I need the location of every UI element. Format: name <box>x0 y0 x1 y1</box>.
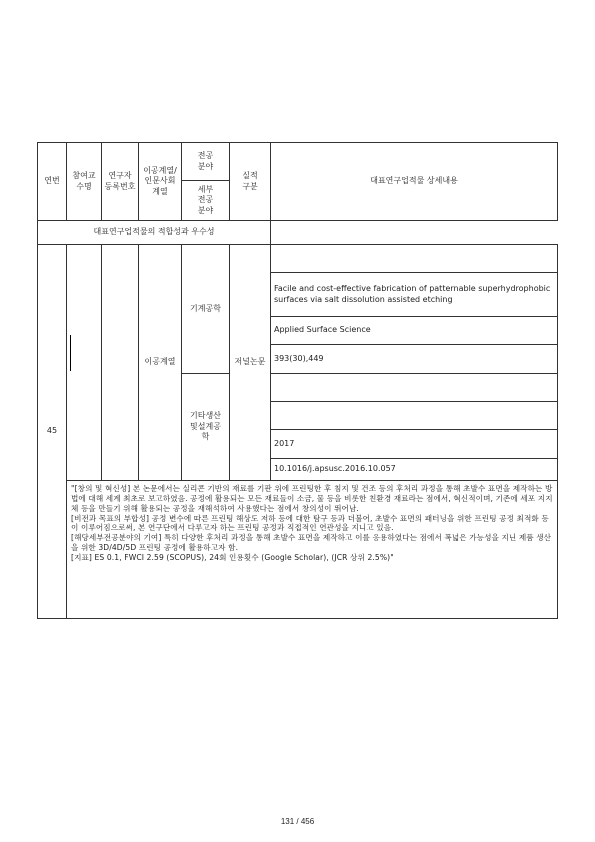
description-para-3: [해당세부전공분야의 기여] 특히 다양한 후처리 과정을 통해 초발수 표면을 제작하고 이를 응용하였다는 점에서 폭넓은 가능성을 지닌 제품 생산을 위한 3D/4D/5D 프린팅 공정에 활용하고자 함. <box>71 533 552 553</box>
detail-major-cell: 기타생산 및설계공 학 <box>182 374 230 481</box>
pub-year: 2017 <box>271 430 558 459</box>
detail-blank-2 <box>271 374 558 402</box>
paper-title: Facile and cost-effective fabrication of patternable superhydrophobic surfaces via salt dissolution assisted etching <box>271 273 558 317</box>
header-detail-major: 세부 전공 분야 <box>182 181 230 221</box>
detail-blank-3 <box>271 402 558 430</box>
header-researcher-id: 연구자 등록번호 <box>102 143 139 221</box>
redaction-mark <box>70 335 71 371</box>
research-table <box>37 142 558 619</box>
header-no: 연번 <box>38 143 67 221</box>
participant-cell <box>67 245 102 481</box>
description-para-4: [지표] ES 0.1, FWCI 2.59 (SCOPUS), 24회 인용횟수 (Google Scholar), (JCR 상위 2.5%)" <box>71 553 394 563</box>
header-major: 전공 분야 <box>182 143 230 181</box>
page-number: 131 / 456 <box>280 817 315 826</box>
type-cell: 저널논문 <box>230 245 271 481</box>
researcher-id-cell <box>102 245 139 481</box>
header-detail: 대표연구업적물 상세내용 <box>271 143 558 221</box>
description-para-2: [비전과 목표의 부합성] 공정 변수에 따른 프린팅 해상도 저하 등에 대한 탐구 등과 더불어, 초발수 표면의 패터닝을 위한 프린팅 공정 최적화 등이 이루어짐으로써, 본 연구단에서 다루고자 하는 프린팅 공정과 직접적인 연관성을 지니고 있음. <box>71 513 549 533</box>
subheader-label: 대표연구업적물의 적합성과 우수성 <box>38 221 271 245</box>
doi: 10.1016/j.apsusc.2016.10.057 <box>271 459 558 481</box>
description-para-1: "[창의 및 혁신성] 본 논문에서는 실리콘 기반의 재료를 기판 위에 프린팅한 후 침지 및 건조 등의 후처리 과정을 통해 초발수 표면을 제작하는 방법에 대해 세계 최초로 보고하였음. 공정에 활용되는 모든 재료들이 소금, 물 등을 비롯한 친환경 재료라는 점에서, 혁신적이며, 기존에 세포 지지체 등을 만들기 위해 활용되는 공정을 재해석하여 사용했다는 점에서 창의성이 뛰어남. <box>71 484 553 513</box>
field-cell: 이공계열 <box>139 245 182 481</box>
header-field: 이공계열/ 인문사회 계열 <box>139 143 182 221</box>
description-block <box>67 481 558 619</box>
major-cell: 기계공학 <box>182 245 230 374</box>
volume-pages: 393(30),449 <box>271 345 558 374</box>
entry-no: 45 <box>38 245 67 619</box>
journal-name: Applied Surface Science <box>271 317 558 345</box>
header-type: 실적 구분 <box>230 143 271 221</box>
detail-blank-1 <box>271 245 558 273</box>
header-participant: 참여교 수명 <box>67 143 102 221</box>
